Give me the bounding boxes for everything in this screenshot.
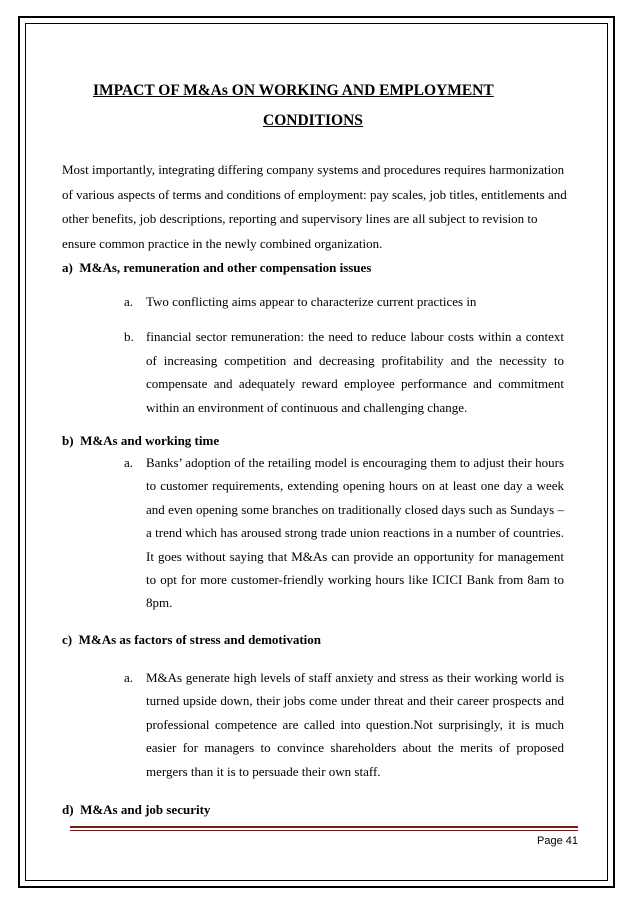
section-working-time: [62, 431, 570, 615]
section-heading: [62, 800, 570, 820]
intro-paragraph: Most importantly, integrating differing company systems and procedures requires harmonization of various aspects of terms and conditions of employment: pay scales, job titles, entitlements and other benefits, job descriptions, reporting and supervisory lines are all subject to revision to ensure common practice in the newly combined organization.: [62, 162, 567, 251]
section-heading: [62, 258, 570, 278]
section-heading: [62, 630, 570, 650]
list-item: [62, 451, 570, 615]
section-stress: [62, 630, 570, 783]
section-title: M&As and working time: [80, 433, 220, 449]
item-text: Banks’ adoption of the retailing model is encouraging them to adjust their hours to customer requirements, extending opening hours on at least one day a week and even opening some branches on traditionally closed days such as Sundays – a trend which has aroused strong trade union reactions in a number of countries. It goes without saying that M&As can provide an opportunity for management to opt for more customer-friendly working hours like ICICI Bank from 8am to 8pm.: [146, 455, 564, 611]
section-marker: d): [62, 801, 74, 817]
item-text: Two conflicting aims appear to characterize current practices in: [146, 294, 477, 309]
page-number: Page 41: [537, 835, 578, 847]
list-item: [62, 290, 570, 313]
footer-rule-thin: [70, 830, 578, 831]
title-line-1: IMPACT OF M&As ON WORKING AND EMPLOYMENT: [93, 82, 494, 99]
list-item: [62, 666, 570, 783]
section-marker: c): [62, 631, 73, 647]
item-marker: a.: [124, 669, 134, 685]
section-marker: b): [62, 433, 74, 449]
item-text: M&As generate high levels of staff anxiety and stress as their working world is turned upside down, their jobs come under threat and their career prospects and professional competence are called into question.Not surprisingly, it is much easier for managers to convince shareholders about the merits of proposed mergers than it is to persuade their own staff.: [146, 669, 564, 779]
section-title: M&As and job security: [80, 801, 211, 817]
document-body: [62, 158, 570, 820]
section-title: M&As as factors of stress and demotivation: [78, 631, 322, 647]
footer-rule: [70, 826, 578, 828]
item-marker: b.: [124, 329, 134, 345]
section-remuneration: [62, 258, 570, 419]
item-marker: a.: [124, 294, 134, 309]
section-title: M&As, remuneration and other compensation issues: [79, 260, 372, 275]
item-marker: a.: [124, 455, 134, 471]
section-marker: a): [62, 260, 73, 275]
item-text: financial sector remuneration: the need to reduce labour costs within a context of increasing competition and decreasing profitability and the necessity to compensate and adequately reward employee performance and commitment within an environment of continuous and challenging change.: [146, 329, 564, 415]
section-heading: [62, 431, 570, 451]
title-line-2: CONDITIONS: [263, 112, 363, 129]
list-item: [62, 325, 570, 419]
document-title: [93, 80, 553, 132]
section-job-security: [62, 800, 570, 820]
